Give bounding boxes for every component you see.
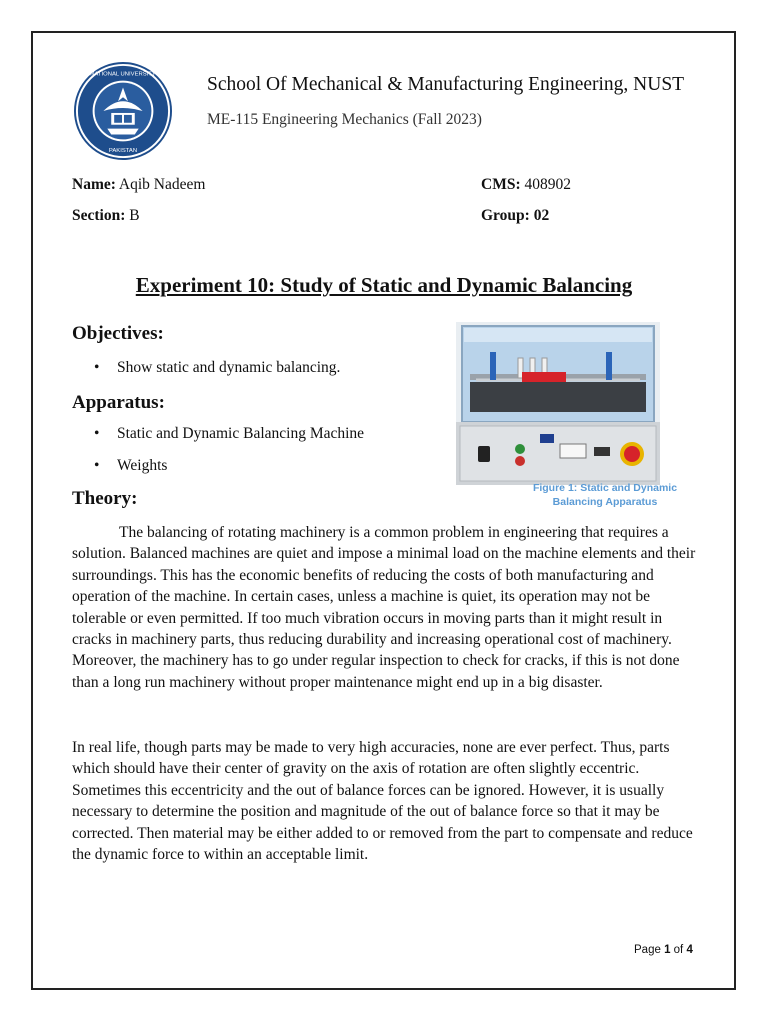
university-logo [74,62,172,160]
apparatus-photo [456,322,660,485]
apparatus-heading: Apparatus: [72,392,165,413]
list-item [94,457,364,489]
institution-name: School Of Mechanical & Manufacturing Engineering, NUST [207,74,685,95]
apparatus-list [94,425,364,489]
experiment-title: Experiment 10: Study of Static and Dynamic Balancing [135,273,633,297]
name-label: Name: [72,176,116,193]
bullet-icon: • [94,457,100,474]
list-item-text: Show static and dynamic balancing. [117,359,341,376]
theory-paragraph-2: In real life, though parts may be made to very high accuracies, none are ever perfect. Thus, parts which should have their center of gravity on the axis of rotation are often slightly eccentric. Sometimes this eccentricity and the out of balance forces can be ignored. However, it is usually necessary to determine the position and magnitude of the out of balance force so that it may be corrected. Then material may be either added to or removed from the part to compensate and reduce the dynamic force to within an acceptable limit. [72,739,693,864]
section-field [72,207,140,225]
caption-line-2: Balancing Apparatus [552,496,658,508]
section-label: Section: [72,207,126,224]
name-field [72,176,205,194]
objectives-heading: Objectives: [72,323,164,344]
page-word: Page [634,944,665,956]
svg-text:PAKISTAN: PAKISTAN [108,148,138,155]
list-item [94,425,364,457]
group-label: Group: [481,207,530,224]
list-item [94,359,340,391]
list-item-text: Weights [117,457,168,474]
group-value: 02 [529,207,550,224]
theory-heading: Theory: [72,488,138,509]
group-field [481,207,549,225]
name-value: Aqib Nadeem [115,176,206,193]
caption-line-1: Figure 1: Static and Dynamic [532,482,678,494]
figure-caption [522,481,688,509]
page-number [634,944,693,956]
course-title: ME-115 Engineering Mechanics (Fall 2023) [207,111,482,128]
objectives-list [94,359,340,391]
cms-value: 408902 [520,176,571,193]
page-current: 1 [664,944,671,956]
list-item-text: Static and Dynamic Balancing Machine [117,425,365,442]
bullet-icon: • [94,425,100,442]
cms-field [481,176,571,194]
page-of: of [670,944,687,956]
page-total: 4 [686,944,693,956]
section-value: B [125,207,140,224]
cms-label: CMS: [481,176,521,193]
theory-paragraph-1: The balancing of rotating machinery is a common problem in engineering that requires a solution. Balanced machines are quiet and impose a minimal load on the machine elements and their surroundings. This has the economic benefits of reducing the costs of both manufacturing and operation of the machine. In certain cases, unless a machine is quiet, its operation may not be tolerable or even permitted. If too much vibration occurs in moving parts than it might result in cracks in machinery parts, thus reducing durability and increasing operational cost of machinery. Moreover, the machinery has to go under regular inspection to check for cracks, if this is not done than a long run machinery without proper maintenance might end up in a big disaster. [72,524,696,691]
svg-text:NATIONAL UNIVERSITY: NATIONAL UNIVERSITY [90,71,156,78]
bullet-icon: • [94,359,100,376]
